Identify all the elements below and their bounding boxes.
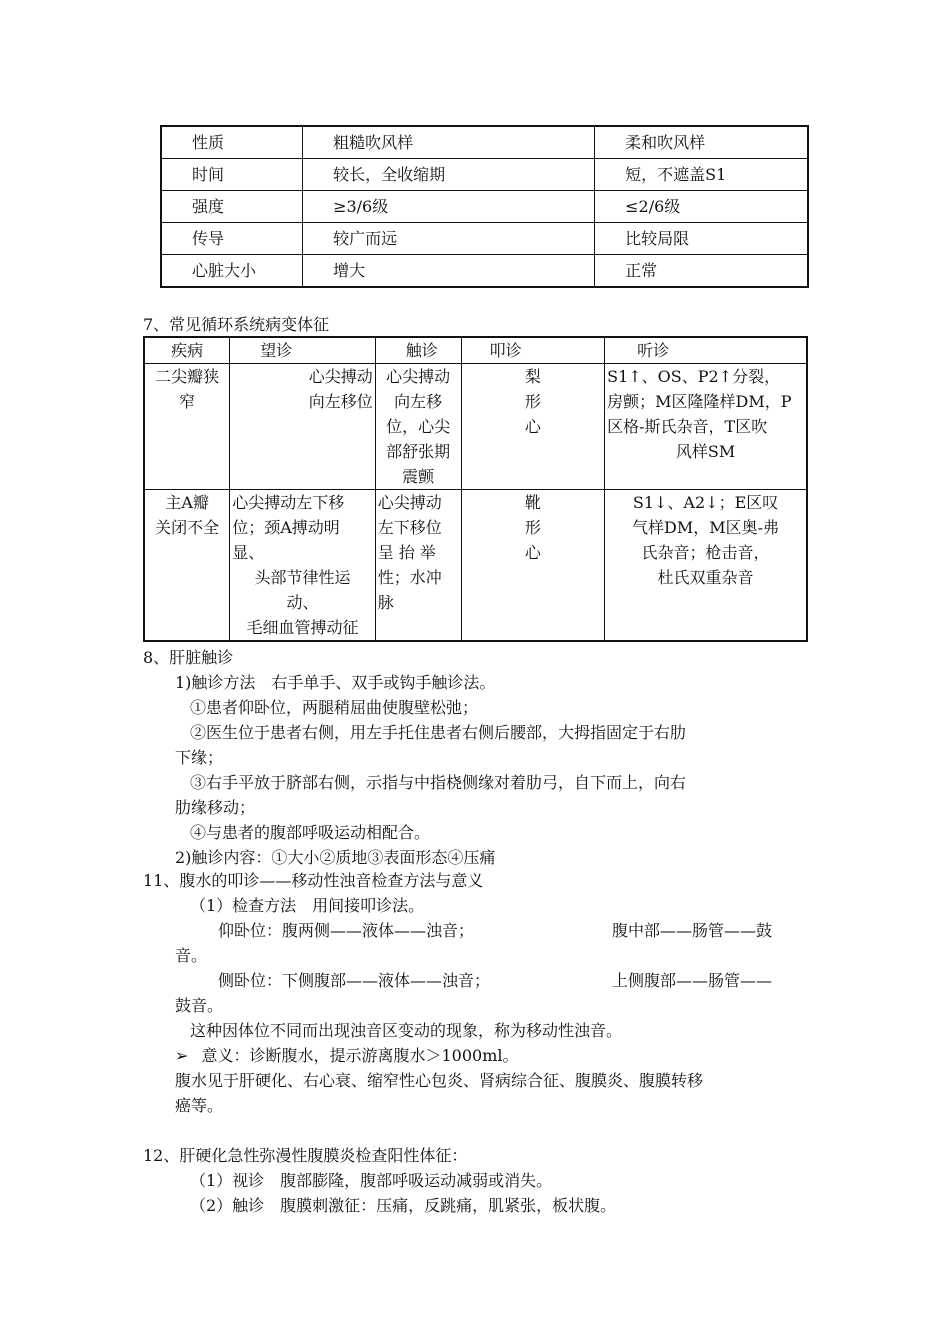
table-cell: 柔和吹风样 xyxy=(595,126,808,159)
paragraph: 1)触诊方法 右手单手、双手或钩手触诊法。 xyxy=(175,673,496,692)
cell-line: 脉 xyxy=(377,593,394,612)
paragraph: 仰卧位：腹两侧——液体——浊音； xyxy=(218,921,475,940)
table-cell: 传导 xyxy=(161,223,303,255)
table-cell: 心脏大小 xyxy=(161,255,303,288)
cell-line: S1↑、OS、P2↑分裂， xyxy=(607,367,781,386)
cell-line: 形 xyxy=(524,518,541,537)
table-row xyxy=(144,364,807,490)
cell-line: 左下移位 xyxy=(377,518,442,537)
table-cell: 强度 xyxy=(161,191,303,223)
section-heading: 7、常见循环系统病变体征 xyxy=(143,315,330,334)
circulatory-signs-table xyxy=(143,336,808,642)
section-heading: 11、腹水的叩诊——移动性浊音检查方法与意义 xyxy=(143,871,484,890)
header-inspection: 望诊 xyxy=(230,337,376,364)
bullet-text: 意义：诊断腹水，提示游离腹水＞1000ml。 xyxy=(201,1046,519,1065)
bullet-item xyxy=(175,1043,519,1068)
percussion-cell xyxy=(461,364,605,490)
header-palpation: 触诊 xyxy=(375,337,461,364)
table-cell: 增大 xyxy=(303,255,595,288)
paragraph: 侧卧位：下侧腹部——液体——浊音； xyxy=(218,971,491,990)
table-cell: ≥3/6级 xyxy=(303,191,595,223)
table-cell: 较长，全收缩期 xyxy=(303,159,595,191)
paragraph: 鼓音。 xyxy=(175,996,224,1015)
table-row xyxy=(161,191,808,223)
table-cell: 正常 xyxy=(595,255,808,288)
table-row xyxy=(161,159,808,191)
cell-line: 形 xyxy=(524,392,541,411)
palpation-cell xyxy=(375,364,461,490)
section-heading: 12、肝硬化急性弥漫性腹膜炎检查阳性体征： xyxy=(143,1146,468,1165)
table-header-row xyxy=(144,337,807,364)
table-cell: 粗糙吹风样 xyxy=(303,126,595,159)
cell-line: 关闭不全 xyxy=(155,518,220,537)
inspection-cell xyxy=(230,364,376,490)
disease-cell xyxy=(144,490,230,642)
paragraph: （1）视诊 腹部膨隆，腹部呼吸运动减弱或消失。 xyxy=(190,1171,553,1190)
cell-line: 头部节律性运 xyxy=(254,568,351,587)
percussion-cell xyxy=(461,490,605,642)
paragraph: 2)触诊内容：①大小②质地③表面形态④压痛 xyxy=(175,848,496,867)
table-row xyxy=(144,490,807,642)
cell-line: 窄 xyxy=(179,392,196,411)
header-auscultation: 听诊 xyxy=(605,337,807,364)
cell-line: 心尖搏动左下移 xyxy=(232,493,345,512)
cell-line: 杜氏双重杂音 xyxy=(657,568,754,587)
cell-line: 风样SM xyxy=(675,442,736,461)
paragraph: 这种因体位不同而出现浊音区变动的现象，称为移动性浊音。 xyxy=(190,1021,623,1040)
cell-line: 呈 抬 举 xyxy=(377,543,436,562)
cell-line: 二尖瓣狭 xyxy=(155,367,220,386)
paragraph: ③右手平放于脐部右侧，示指与中指桡侧缘对着肋弓，自下而上，向右 xyxy=(190,773,687,792)
paragraph: 下缘； xyxy=(175,748,224,767)
cell-line: 部舒张期 xyxy=(386,442,451,461)
table-cell: 时间 xyxy=(161,159,303,191)
palpation-cell xyxy=(375,490,461,642)
paragraph: 音。 xyxy=(175,946,208,965)
cell-line: 靴 xyxy=(524,493,541,512)
cell-line: 梨 xyxy=(524,367,541,386)
cell-line: 显、 xyxy=(232,543,265,562)
cell-line: 性；水冲 xyxy=(377,568,442,587)
table-cell: ≤2/6级 xyxy=(595,191,808,223)
cell-line: 向左移 xyxy=(394,392,443,411)
table-row xyxy=(161,223,808,255)
paragraph: 肋缘移动； xyxy=(175,798,256,817)
table-cell: 较广而远 xyxy=(303,223,595,255)
cell-line: 区格-斯氏杂音，T区吹 xyxy=(607,417,768,436)
cell-line: 位；颈A搏动明 xyxy=(232,518,340,537)
cell-line: 房颤；M区隆隆样DM，P xyxy=(607,392,792,411)
inspection-cell xyxy=(230,490,376,642)
murmur-comparison-table xyxy=(160,125,809,288)
cell-line: 气样DM，M区奥-弗 xyxy=(632,518,780,537)
auscultation-cell xyxy=(605,490,807,642)
paragraph: ①患者仰卧位，两腿稍屈曲使腹壁松弛； xyxy=(190,698,479,717)
paragraph: （1）检查方法 用间接叩诊法。 xyxy=(190,896,425,915)
cell-line: 心尖搏动 xyxy=(377,493,442,512)
paragraph: 癌等。 xyxy=(175,1096,224,1115)
table-cell: 短，不遮盖S1 xyxy=(595,159,808,191)
section-heading: 8、肝脏触诊 xyxy=(143,648,234,667)
auscultation-cell xyxy=(605,364,807,490)
table-row xyxy=(161,126,808,159)
cell-line: 主A瓣 xyxy=(165,493,209,512)
header-disease: 疾病 xyxy=(144,337,230,364)
cell-line: 氏杂音；枪击音， xyxy=(641,543,770,562)
paragraph: 腹水见于肝硬化、右心衰、缩窄性心包炎、肾病综合征、腹膜炎、腹膜转移 xyxy=(175,1071,704,1090)
table-cell: 性质 xyxy=(161,126,303,159)
cell-line: 向左移位 xyxy=(308,392,373,411)
paragraph: 上侧腹部——肠管—— xyxy=(612,971,773,990)
cell-line: 位，心尖 xyxy=(386,417,451,436)
paragraph: ②医生位于患者右侧，用左手托住患者右侧后腰部，大拇指固定于右肋 xyxy=(190,723,687,742)
cell-line: 心 xyxy=(524,417,541,436)
table-cell: 比较局限 xyxy=(595,223,808,255)
cell-line: 动、 xyxy=(286,593,319,612)
paragraph: ④与患者的腹部呼吸运动相配合。 xyxy=(190,823,431,842)
table-row xyxy=(161,255,808,288)
cell-line: 心 xyxy=(524,543,541,562)
cell-line: 心尖搏动 xyxy=(386,367,451,386)
arrow-bullet-icon: ➢ xyxy=(175,1046,189,1065)
header-percussion: 叩诊 xyxy=(461,337,605,364)
cell-line: 心尖搏动 xyxy=(308,367,373,386)
paragraph: 腹中部——肠管——鼓 xyxy=(612,921,773,940)
cell-line: 毛细血管搏动征 xyxy=(246,618,359,637)
cell-line: 震颤 xyxy=(402,467,435,486)
cell-line: S1↓、A2↓；E区叹 xyxy=(632,493,779,512)
paragraph: （2）触诊 腹膜刺激征：压痛，反跳痛，肌紧张，板状腹。 xyxy=(190,1196,617,1215)
disease-cell xyxy=(144,364,230,490)
